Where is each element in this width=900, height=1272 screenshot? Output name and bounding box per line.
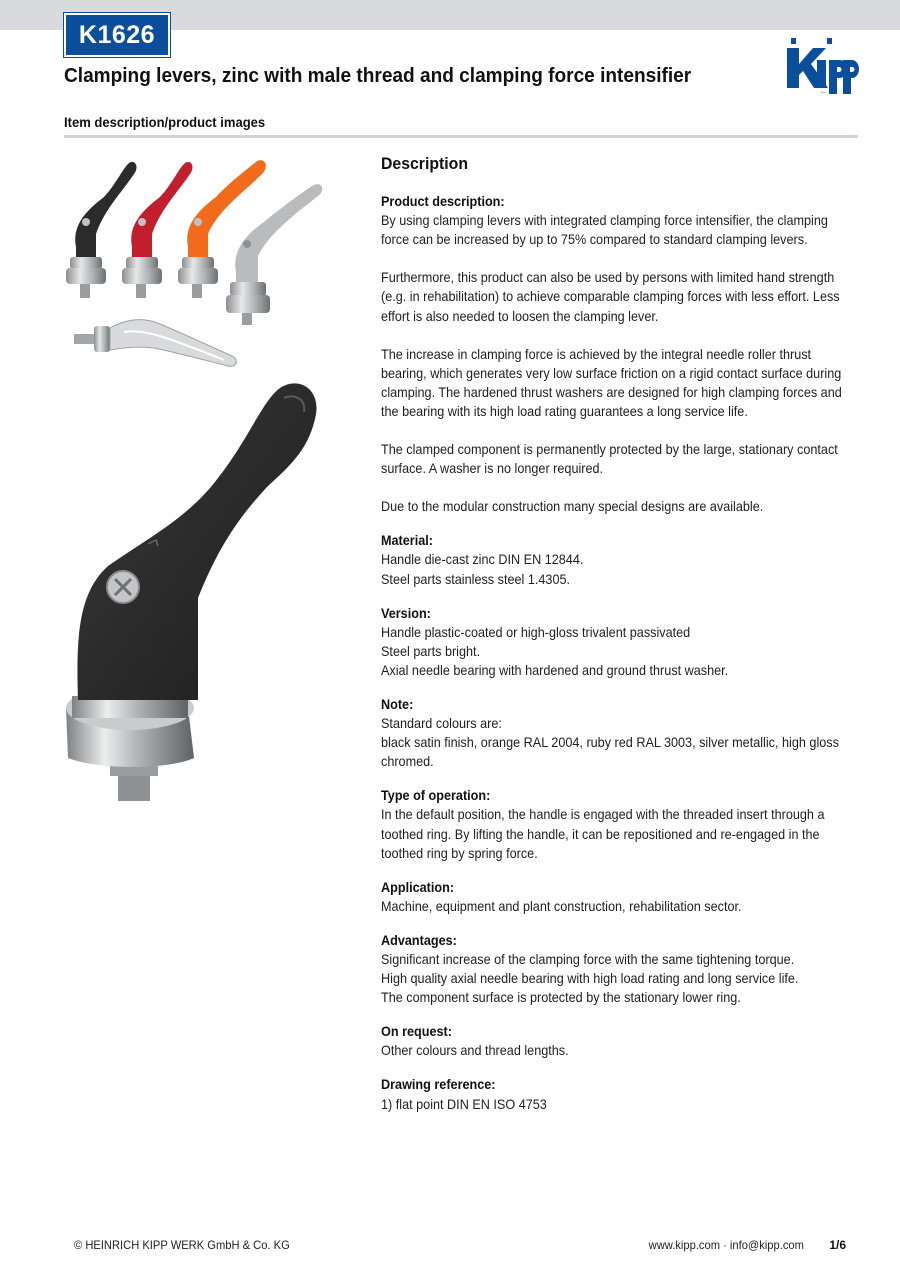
note-label: Note: xyxy=(381,696,414,712)
kipp-logo xyxy=(783,36,859,94)
on-request-label: On request: xyxy=(381,1024,452,1040)
section-label: Item description/product images xyxy=(64,114,266,130)
application-label: Application: xyxy=(381,879,455,895)
lever-silver xyxy=(226,184,322,325)
note-line-2: black satin finish, orange RAL 2004, ruby red RAL 3003, silver metallic, high gloss chromed. xyxy=(381,735,839,770)
section-divider xyxy=(64,135,858,138)
item-number: K1626 xyxy=(78,20,156,49)
application-block xyxy=(381,878,851,916)
description-paragraph-2: Furthermore, this product can also be used by persons with limited hand strength (e.g. in rehabilitation) to achieve comparable clamping forces with less effort. Less effort is also needed to loosen the clamping lever. xyxy=(381,270,840,324)
note-line-1: Standard colours are: xyxy=(381,716,502,732)
advantages-label: Advantages: xyxy=(381,932,457,948)
operation-block xyxy=(381,786,851,862)
material-line-1: Handle die-cast zinc DIN EN 12844. xyxy=(381,552,584,568)
advantages-line-2: High quality axial needle bearing with high load rating and long service life. xyxy=(381,971,799,987)
description-paragraph-1: By using clamping levers with integrated clamping force intensifier, the clamping force can be increased by up to 75% compared to standard clamping levers. xyxy=(381,213,828,248)
advantages-block xyxy=(381,931,851,1007)
operation-line-1: In the default position, the handle is engaged with the threaded insert through a toothed ring. By lifting the handle, it can be repositioned and re-engaged in the toothed ring by spring force. xyxy=(381,807,825,861)
operation-label: Type of operation: xyxy=(381,788,491,804)
lever-chrome xyxy=(74,320,236,367)
version-block xyxy=(381,604,851,680)
drawing-reference-block xyxy=(381,1075,851,1113)
material-line-2: Steel parts stainless steel 1.4305. xyxy=(381,571,571,587)
description-paragraph-3: The increase in clamping force is achieved by the integral needle roller thrust bearing, which generates very low surface friction on a rigid contact surface during clamping. The hardened thrust washers are designed for high clamping forces and the bearing with its high load rating guarantees a long service life. xyxy=(381,346,842,419)
description-paragraph-5: Due to the modular construction many special designs are available. xyxy=(381,499,764,515)
footer-contact[interactable]: www.kipp.com · info@kipp.com xyxy=(648,1238,804,1252)
description-column xyxy=(381,150,851,1129)
application-line-1: Machine, equipment and plant construction, rehabilitation sector. xyxy=(381,898,742,914)
drawing-reference-label: Drawing reference: xyxy=(381,1077,496,1093)
material-label: Material: xyxy=(381,533,433,549)
footer-copyright: © HEINRICH KIPP WERK GmbH & Co. KG xyxy=(74,1238,290,1252)
advantages-line-1: Significant increase of the clamping force with the same tightening torque. xyxy=(381,952,795,967)
on-request-line-1: Other colours and thread lengths. xyxy=(381,1043,569,1059)
version-label: Version: xyxy=(381,605,431,621)
drawing-reference-line-1: 1) flat point DIN EN ISO 4753 xyxy=(381,1096,547,1112)
product-description-label: Product description: xyxy=(381,194,505,210)
version-line-1: Handle plastic-coated or high-gloss trivalent passivated xyxy=(381,624,691,640)
version-line-2: Steel parts bright. xyxy=(381,643,481,659)
description-heading: Description xyxy=(381,154,468,173)
material-block xyxy=(381,531,851,588)
description-paragraph-4: The clamped component is permanently protected by the large, stationary contact surface. A washer is no longer required. xyxy=(381,442,838,477)
item-number-badge xyxy=(64,13,170,57)
advantages-line-3: The component surface is protected by the stationary lower ring. xyxy=(381,990,741,1006)
logo-text: Kipp xyxy=(821,92,826,94)
note-block xyxy=(381,695,851,771)
on-request-block xyxy=(381,1022,851,1060)
product-main-image xyxy=(58,378,330,808)
footer-page-number: 1/6 xyxy=(829,1238,846,1252)
version-line-3: Axial needle bearing with hardened and ground thrust washer. xyxy=(381,662,729,678)
page-title: Clamping levers, zinc with male thread and clamping force intensifier xyxy=(64,64,692,87)
product-variants-image xyxy=(64,152,334,380)
